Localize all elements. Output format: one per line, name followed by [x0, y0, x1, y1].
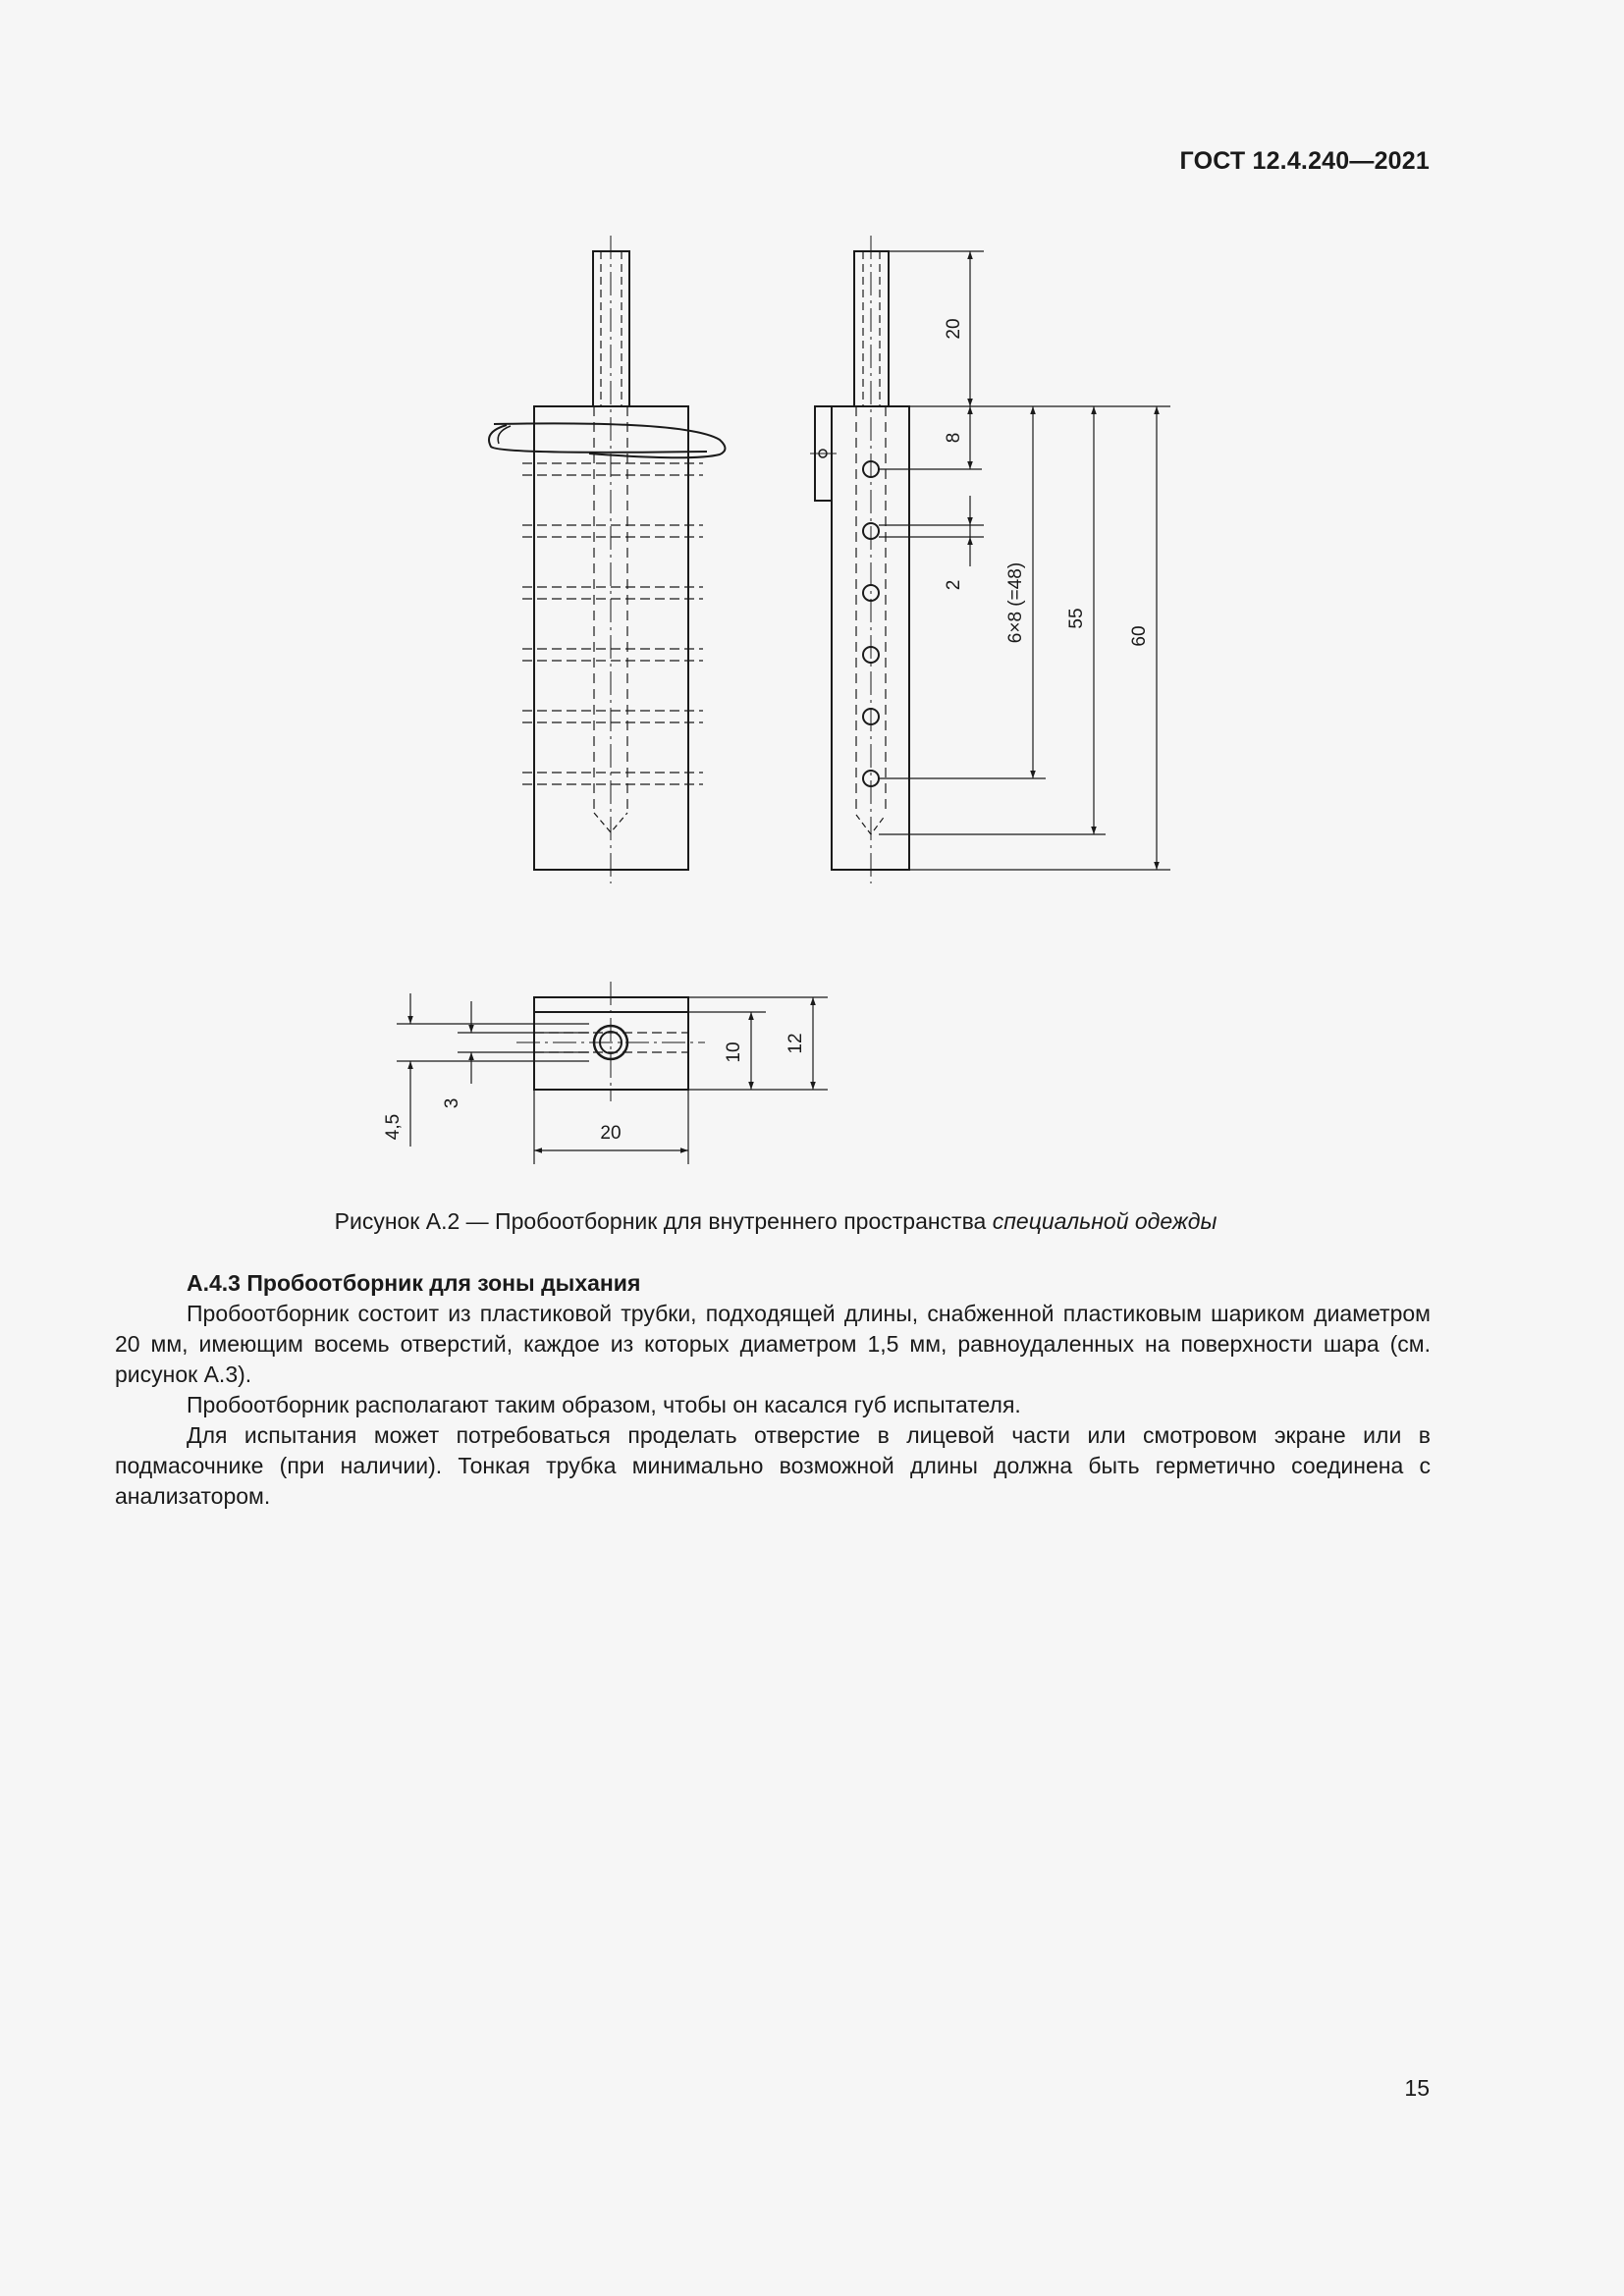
section-a43	[115, 1268, 1431, 1512]
dim-12: 12	[785, 1033, 806, 1054]
dim-55: 55	[1066, 608, 1087, 629]
caption-italic: специальной одежды	[992, 1208, 1218, 1234]
paragraph-1: Пробоотборник состоит из пластиковой трубки, подходящей длины, снабженной пластиковым шариком диаметром 20 мм, имеющим восемь отверстий, каждое из которых диаметром 1,5 мм, равноудаленных на поверхности шара (см. рисунок А.3).	[115, 1301, 1431, 1387]
dim-3: 3	[442, 1097, 462, 1109]
document-header: ГОСТ 12.4.240—2021	[1179, 147, 1430, 175]
page-number: 15	[1404, 2075, 1430, 2101]
side-dimensions	[879, 251, 1170, 870]
dim-6x8: 6×8 (=48)	[1005, 561, 1026, 644]
side-view	[810, 236, 909, 883]
dim-10: 10	[724, 1041, 744, 1063]
paragraph-2: Пробоотборник располагают таким образом, чтобы он касался губ испытателя.	[187, 1392, 1021, 1417]
dim-4-5: 4,5	[383, 1113, 404, 1141]
top-view	[516, 982, 705, 1101]
caption-text: Рисунок А.2 — Пробоотборник для внутреннего пространства	[334, 1208, 993, 1234]
front-view	[489, 236, 726, 883]
dim-20-top: 20	[944, 318, 964, 340]
figure-caption	[0, 1208, 1551, 1235]
paragraph-3: Для испытания может потребоваться проделать отверстие в лицевой части или смотровом экране или в подмасочнике (при наличии). Тонкая трубка минимально возможной длины должна быть герметично соединена с анализатором.	[115, 1422, 1431, 1509]
dim-2: 2	[944, 579, 964, 591]
dim-60: 60	[1129, 625, 1150, 647]
section-heading: А.4.3 Пробоотборник для зоны дыхания	[187, 1270, 641, 1296]
dim-8: 8	[944, 432, 964, 444]
dim-20-bottom: 20	[600, 1123, 622, 1144]
